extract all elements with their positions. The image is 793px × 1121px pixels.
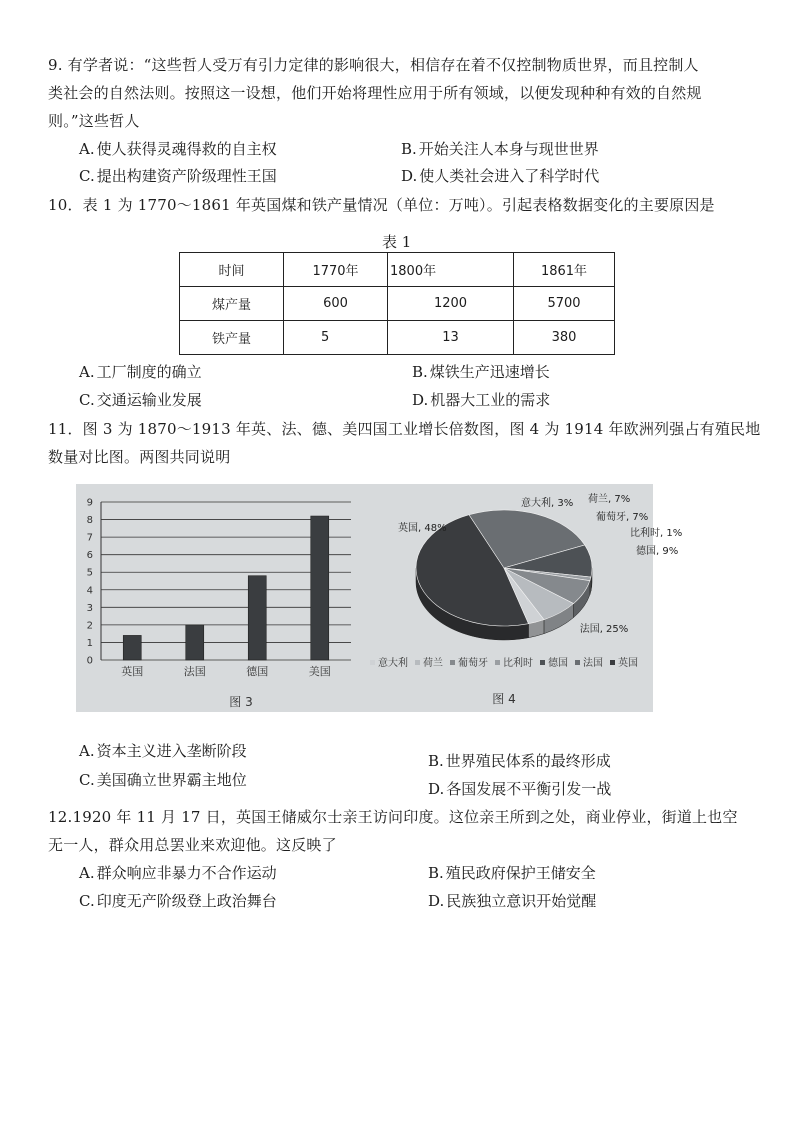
option-letter: A. [79,864,95,882]
option-letter: B. [401,140,417,158]
legend-label: 葡萄牙 [458,658,488,669]
table-cell: 1200 [388,287,514,321]
x-tick-label: 法国 [183,665,206,678]
q10-option-a [79,362,202,382]
figure-caption: 图 4 [492,692,516,706]
table-cell: 13 [388,321,514,355]
q9-stem-line2: 类社会的自然法则。按照这一设想，他们开始将理性应用于所有领域，以便发现种种有效的自然规 [48,84,702,102]
option-letter: B. [428,752,444,770]
table-header-cell: 1800年 [388,253,514,287]
legend-label: 意大利 [378,658,408,669]
q11-option-b [428,751,611,771]
table-row [180,321,615,355]
option-text: 开始关注人本身与现世世界 [418,140,599,158]
option-letter: C. [79,892,95,910]
q12-option-d [428,891,596,911]
q9-stem-line3: 则。”这些哲人 [48,112,140,130]
option-text: 资本主义进入垄断阶段 [96,742,247,760]
bar [248,576,266,660]
table-cell: 5 [284,321,388,355]
option-text: 煤铁生产迅速增长 [429,363,550,381]
q10-option-c [79,390,202,410]
option-text: 殖民政府保护王储安全 [445,864,596,882]
figure-caption: 图 3 [229,695,253,709]
option-text: 使人类社会进入了科学时代 [419,167,600,185]
table-cell: 5700 [514,287,615,321]
option-letter: C. [79,167,95,185]
y-tick-label: 8 [86,515,93,527]
bar-chart [76,484,376,712]
legend-swatch [415,660,420,665]
q11-stem-line2: 数量对比图。两图共同说明 [48,448,231,466]
q11-option-c [79,770,247,790]
y-tick-label: 7 [86,532,93,544]
bar [186,625,204,660]
option-letter: B. [412,363,428,381]
bar [123,635,141,660]
table-header-row [180,253,615,287]
option-letter: A. [79,742,95,760]
option-text: 机器大工业的需求 [430,391,551,409]
option-text: 使人获得灵魂得救的自主权 [96,140,277,158]
q9-option-a [79,139,277,159]
q11-option-a [79,741,247,761]
legend-swatch [450,660,455,665]
table-cell: 600 [284,287,388,321]
option-text: 工厂制度的确立 [96,363,202,381]
legend-swatch [575,660,580,665]
q12-option-b [428,863,596,883]
option-text: 美国确立世界霸主地位 [96,771,247,789]
pie-data-label: 德国, 9% [636,546,679,557]
y-tick-label: 2 [86,620,93,632]
pie-data-label: 比利时, 1% [630,528,683,539]
q9-option-c [79,166,277,186]
table-header-cell: 1861年 [514,253,615,287]
q11-stem-line1: 11．图 3 为 1870～1913 年英、法、德、美四国工业增长倍数图，图 4 为 1914 年欧洲列强占有殖民地 [48,420,761,438]
y-tick-label: 0 [86,655,93,667]
table-cell: 380 [514,321,615,355]
option-letter: D. [401,167,418,185]
option-letter: C. [79,771,95,789]
x-tick-label: 德国 [246,665,269,678]
pie-data-label: 法国, 25% [579,624,629,635]
table-caption: 表 1 [382,233,412,251]
legend-swatch [495,660,500,665]
legend-label: 法国 [583,658,603,669]
q12-stem-line2: 无一人，群众用总罢业来欢迎他。这反映了 [48,836,337,854]
pie-data-label: 荷兰, 7% [588,494,631,505]
q12-option-a [79,863,277,883]
option-letter: B. [428,864,444,882]
option-text: 群众响应非暴力不合作运动 [96,864,277,882]
figure-charts [76,484,683,712]
legend-label: 德国 [548,658,568,669]
option-letter: C. [79,391,95,409]
bar [311,516,329,660]
q10-option-b [412,362,550,382]
q9-stem-line1: 9. 有学者说：“这些哲人受万有引力定律的影响很大，相信存在着不仅控制物质世界，而且控制人 [48,56,699,74]
y-tick-label: 3 [86,602,93,614]
q12-option-c [79,891,277,911]
option-text: 印度无产阶级登上政治舞台 [96,892,277,910]
production-table [179,252,615,355]
option-text: 各国发展不平衡引发一战 [446,780,612,798]
x-tick-label: 美国 [308,665,331,678]
q12-stem-line1: 12.1920 年 11 月 17 日，英国王储威尔士亲王访问印度。这位亲王所到之处，商业停业，街道上也空 [48,808,738,826]
q10-option-d [412,390,550,410]
legend-swatch [540,660,545,665]
option-letter: A. [79,140,95,158]
pie-data-label: 葡萄牙, 7% [596,512,649,523]
option-text: 民族独立意识开始觉醒 [446,892,597,910]
option-letter: D. [428,892,445,910]
legend-label: 比利时 [503,658,533,669]
q10-stem: 10．表 1 为 1770～1861 年英国煤和铁产量情况（单位：万吨）。引起表格数据变化的主要原因是 [48,196,715,214]
y-tick-label: 9 [86,497,93,509]
table-header-cell: 时间 [180,253,284,287]
pie-data-label: 英国, 48% [398,523,447,534]
q9-option-b [401,139,599,159]
q11-option-d [428,779,611,799]
y-tick-label: 4 [86,585,93,597]
legend-label: 荷兰 [423,658,443,669]
y-tick-label: 5 [86,567,93,579]
option-letter: A. [79,363,95,381]
y-tick-label: 6 [86,550,93,562]
table-cell: 铁产量 [180,321,284,355]
option-text: 世界殖民体系的最终形成 [445,752,611,770]
option-text: 交通运输业发展 [96,391,202,409]
table-row [180,287,615,321]
option-text: 提出构建资产阶级理性王国 [96,167,277,185]
legend-label: 英国 [618,658,638,669]
option-letter: D. [428,780,445,798]
legend-swatch [370,660,375,665]
x-tick-label: 英国 [121,665,144,678]
legend-swatch [610,660,615,665]
q9-option-d [401,166,599,186]
y-tick-label: 1 [86,637,93,649]
pie-data-label: 意大利, 3% [521,498,574,509]
pie-chart [376,484,683,712]
table-header-cell: 1770年 [284,253,388,287]
table-cell: 煤产量 [180,287,284,321]
option-letter: D. [412,391,429,409]
